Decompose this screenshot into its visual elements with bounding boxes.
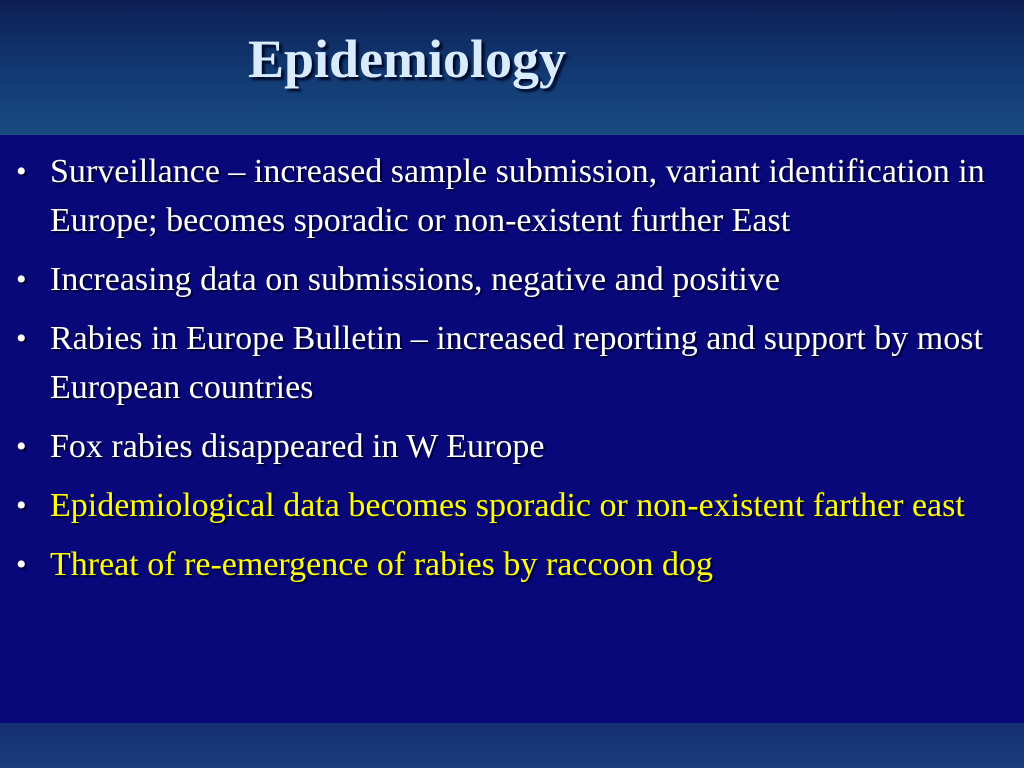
bullet-item <box>16 147 994 245</box>
bullet-icon: • <box>16 430 27 463</box>
bullet-text: Increasing data on submissions, negative and positive <box>50 261 780 298</box>
bullet-icon: • <box>16 322 27 355</box>
bullet-item <box>16 255 994 304</box>
slide-content <box>0 135 1024 723</box>
bullet-text: Rabies in Europe Bulletin – increased reporting and support by most European countries <box>50 320 983 406</box>
bullet-item <box>16 314 994 412</box>
bullet-icon: • <box>16 548 27 581</box>
bullet-text: Threat of re-emergence of rabies by raccoon dog <box>50 546 713 583</box>
bullet-item <box>16 422 994 471</box>
bullet-icon: • <box>16 155 27 188</box>
bullet-text: Epidemiological data becomes sporadic or non-existent farther east <box>50 487 965 524</box>
bullet-list <box>0 135 1024 589</box>
bullet-text: Surveillance – increased sample submission, variant identification in Europe; becomes sporadic or non-existent further East <box>50 153 985 239</box>
header-band <box>0 0 1024 135</box>
bullet-item-highlighted <box>16 481 994 530</box>
bullet-item-highlighted <box>16 540 994 589</box>
footer-band <box>0 723 1024 768</box>
slide-title: Epidemiology <box>248 29 567 89</box>
bullet-text: Fox rabies disappeared in W Europe <box>50 428 545 465</box>
bullet-icon: • <box>16 489 27 522</box>
bullet-icon: • <box>16 263 27 296</box>
